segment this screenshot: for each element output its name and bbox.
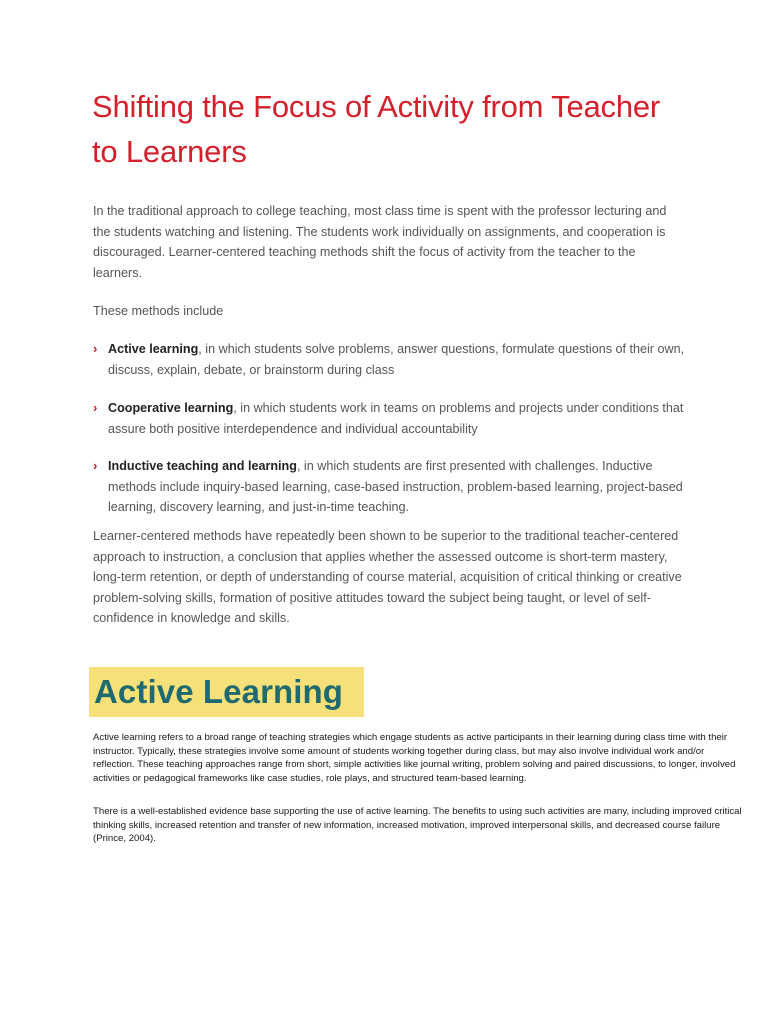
methods-list	[93, 339, 693, 534]
list-item-term: Active learning	[108, 342, 199, 356]
chevron-right-icon: ›	[93, 400, 98, 415]
list-item-description: , in which students work in teams on problems and projects under conditions that assure both positive interdependence and individual accountability	[108, 401, 684, 436]
list-item-cooperative-learning	[93, 398, 693, 439]
active-learning-paragraph-1: Active learning refers to a broad range of teaching strategies which engage students as active participants in their learning during class time with their instructor. Typically, these strategies involve some amount of students working together during class, but may also involve individual work and/or reflection. These teaching approaches range from short, simple activities like journal writing, problem solving and paired discussions, to longer, involved activities or pedagogical frameworks like case studies, role plays, and structured team-based learning.	[93, 732, 736, 784]
methods-lead-text: These methods include	[93, 304, 224, 318]
list-item-description: , in which students solve problems, answer questions, formulate questions of their own, discuss, explain, debate, or brainstorm during class	[108, 342, 685, 377]
list-item-active-learning	[93, 339, 693, 380]
intro-paragraph: In the traditional approach to college teaching, most class time is spent with the professor lecturing and the students watching and listening. The students work individually on assignments, and cooperation is discouraged. Learner-centered teaching methods shift the focus of activity from the teacher to the learners.	[93, 204, 667, 280]
list-item-description: , in which students are first presented with challenges. Inductive methods include inquiry-based learning, case-based instruction, problem-based learning, project-based learning, discovery learning, and just-in-time teaching.	[108, 459, 683, 514]
section-heading: Active Learning	[94, 673, 344, 710]
conclusion-paragraph: Learner-centered methods have repeatedly been shown to be superior to the traditional teacher-centered approach to instruction, a conclusion that applies whether the assessed outcome is short-term mastery, long-term retention, or depth of understanding of course material, acquisition of critical thinking or creative problem-solving skills, formation of positive attitudes toward the subject being taught, or level of self-confidence in knowledge and skills.	[93, 529, 682, 625]
active-learning-paragraph-2: There is a well-established evidence base supporting the use of active learning. The benefits to using such activities are many, including improved critical thinking skills, increased retention and transfer of new information, increased motivation, improved interpersonal skills, and decreased course failure (Prince, 2004).	[93, 806, 742, 845]
chevron-right-icon: ›	[93, 341, 98, 356]
chevron-right-icon: ›	[93, 458, 98, 473]
page-title: Shifting the Focus of Activity from Teacher to Learners	[92, 89, 661, 169]
list-item-term: Cooperative learning	[108, 401, 234, 415]
list-item-inductive-teaching	[93, 456, 693, 518]
section-heading-highlight	[89, 667, 364, 717]
list-item-term: Inductive teaching and learning	[108, 459, 297, 473]
